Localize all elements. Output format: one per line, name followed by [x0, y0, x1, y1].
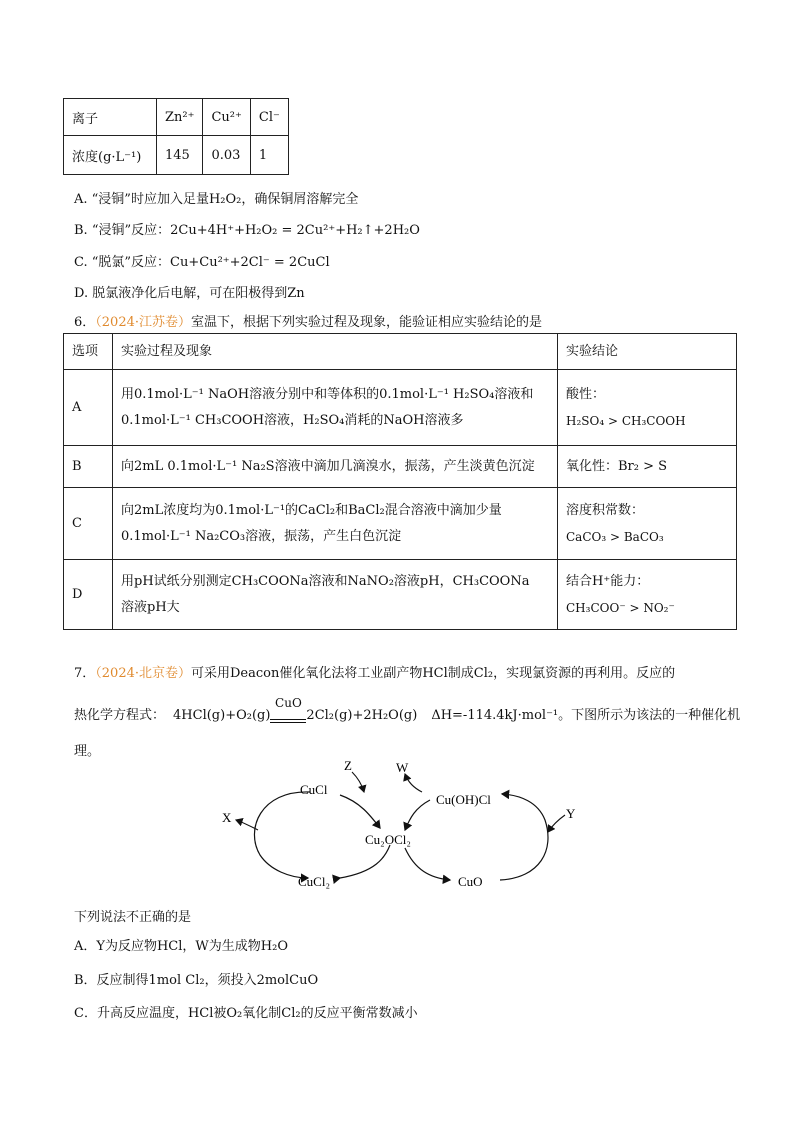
question-number: 6．	[74, 315, 96, 330]
procedure-cell	[113, 560, 558, 630]
conclusion-line: 溶度积常数：	[566, 502, 645, 518]
q5-option-d: D. 脱氯液净化后电解，可在阳极得到Zn	[74, 286, 305, 301]
option-label: B	[64, 446, 113, 488]
cu2ocl2-label: Cu₂OCl₂	[365, 832, 411, 847]
ion-concentration-table	[63, 98, 289, 175]
question-stem: 室温下，根据下列实验过程及现象，能验证相应实验结论的是	[191, 315, 543, 330]
equation-prefix: 热化学方程式：	[74, 708, 166, 723]
cu2ocl2-to-cuo-arrow	[405, 848, 450, 880]
table-header-row	[64, 334, 737, 370]
procedure-line: 0.1mol·L⁻¹ Na₂CO₃溶液，振荡，产生白色沉淀	[121, 528, 402, 544]
w-label: W	[396, 760, 409, 775]
table-row	[64, 370, 737, 446]
table-row	[64, 136, 289, 175]
conclusion-cell	[558, 370, 737, 446]
table-cell: Zn²⁺	[157, 99, 203, 136]
procedure-line: 用0.1mol·L⁻¹ NaOH溶液分别中和等体积的0.1mol·L⁻¹ H₂SO₄溶液和	[121, 386, 534, 402]
option-label: D	[64, 560, 113, 630]
conclusion-line: H₂SO₄ > CH₃COOH	[566, 413, 686, 428]
w-output-arrow	[405, 774, 422, 792]
catalyst-label: CuO	[275, 696, 302, 710]
cuohcl-label: Cu(OH)Cl	[436, 792, 491, 807]
q5-option-b: B. “浸铜”反应：2Cu+4H⁺+H₂O₂ = 2Cu²⁺+H₂↑+2H₂O	[74, 223, 420, 238]
conclusion-cell	[558, 446, 737, 488]
procedure-line: 溶液pH大	[121, 599, 180, 615]
q6-stem	[74, 311, 542, 330]
q7-prompt: 下列说法不正确的是	[74, 910, 192, 925]
q7-line-1	[74, 662, 675, 681]
equation-arrow	[270, 696, 306, 723]
conclusion-cell	[558, 488, 737, 560]
table-row	[64, 488, 737, 560]
experiment-table	[63, 333, 737, 630]
table-cell: 0.03	[203, 136, 250, 175]
z-label: Z	[344, 760, 352, 773]
enthalpy: ΔH=-114.4kJ·mol⁻¹	[431, 708, 559, 723]
q7-line-3: 理。	[74, 744, 101, 759]
cucl2-label: CuCl₂	[298, 874, 330, 889]
table-header-cell: 选项	[64, 334, 113, 370]
option-label: C	[64, 488, 113, 560]
table-cell: 145	[157, 136, 203, 175]
procedure-line: 0.1mol·L⁻¹ CH₃COOH溶液，H₂SO₄消耗的NaOH溶液多	[121, 412, 464, 428]
x-label: X	[222, 810, 232, 825]
equation-left: 4HCl(g)+O₂(g)	[173, 708, 271, 723]
question-source: （2024·江苏卷）	[95, 315, 191, 330]
cucl-to-cu2ocl2-arrow	[340, 795, 380, 828]
procedure-line: 向2mL 0.1mol·L⁻¹ Na₂S溶液中滴加几滴溴水，振荡，产生淡黄色沉淀	[121, 458, 535, 474]
conclusion-line: 酸性：	[566, 386, 606, 402]
question-source: （2024·北京卷）	[95, 666, 191, 681]
equals-sign	[270, 719, 306, 723]
cuohcl-to-cu2ocl2-arrow	[405, 800, 430, 830]
left-cycle-arc	[254, 792, 310, 878]
table-cell: Cl⁻	[250, 99, 288, 136]
procedure-line: 用pH试纸分别测定CH₃COONa溶液和NaNO₂溶液pH，CH₃COONa	[121, 573, 530, 589]
question-number: 7．	[74, 666, 96, 681]
catalytic-cycle-diagram	[200, 760, 600, 900]
y-label: Y	[566, 806, 576, 821]
cucl-label: CuCl	[300, 782, 328, 797]
procedure-cell	[113, 446, 558, 488]
q7-line-2	[74, 696, 741, 723]
z-input-arrow	[352, 772, 364, 792]
q7-option-c: C．升高反应温度，HCl被O₂氧化制Cl₂的反应平衡常数减小	[74, 1006, 418, 1021]
conclusion-line: 结合H⁺能力：	[566, 573, 650, 589]
table-row	[64, 446, 737, 488]
procedure-cell	[113, 488, 558, 560]
q5-option-c: C. “脱氯”反应：Cu+Cu²⁺+2Cl⁻ = 2CuCl	[74, 255, 330, 270]
conclusion-line: CH₃COO⁻ > NO₂⁻	[566, 600, 675, 615]
x-output-arrow	[236, 820, 258, 830]
q7-option-b: B．反应制得1mol Cl₂，须投入2molCuO	[74, 973, 319, 988]
table-row	[64, 560, 737, 630]
procedure-line: 向2mL浓度均为0.1mol·L⁻¹的CaCl₂和BaCl₂混合溶液中滴加少量	[121, 502, 502, 518]
table-row	[64, 99, 289, 136]
equation-right: 2Cl₂(g)+2H₂O(g)	[306, 708, 418, 723]
procedure-cell	[113, 370, 558, 446]
cuo-label: CuO	[458, 874, 483, 889]
conclusion-line: CaCO₃ > BaCO₃	[566, 529, 664, 544]
q7-option-a: A．Y为反应物HCl，W为生成物H₂O	[74, 939, 288, 954]
option-label: A	[64, 370, 113, 446]
equation-suffix: 。下图所示为该法的一种催化机	[558, 708, 741, 723]
conclusion-cell	[558, 560, 737, 630]
question-text: 可采用Deacon催化氧化法将工业副产物HCl制成Cl₂，实现氯资源的再利用。反应的	[191, 666, 676, 681]
right-cycle-arc	[500, 794, 548, 880]
table-header-cell: 实验过程及现象	[113, 334, 558, 370]
table-header-cell: 实验结论	[558, 334, 737, 370]
table-cell: 浓度(g·L⁻¹)	[64, 136, 157, 175]
table-cell: 1	[250, 136, 288, 175]
left-lower-arc	[340, 845, 390, 878]
table-cell: 离子	[64, 99, 157, 136]
table-cell: Cu²⁺	[203, 99, 250, 136]
q5-option-a: A. “浸铜”时应加入足量H₂O₂，确保铜屑溶解完全	[74, 192, 359, 207]
conclusion-line: 氧化性：Br₂ > S	[566, 458, 668, 474]
y-input-arrow	[548, 815, 565, 832]
